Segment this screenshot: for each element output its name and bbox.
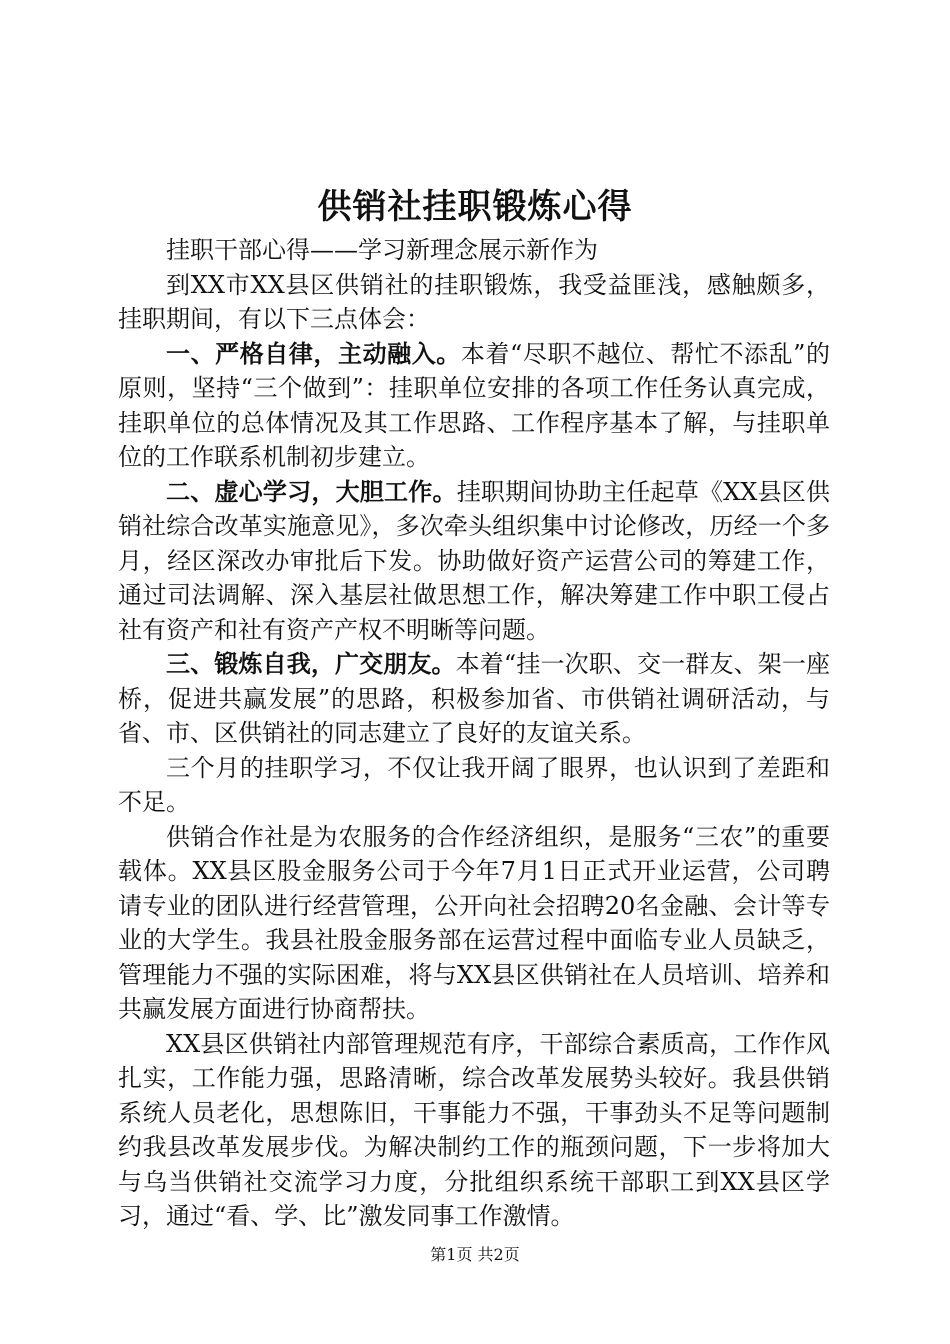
paragraph-cooperative (118, 820, 830, 1027)
paragraph-summary (118, 751, 830, 820)
paragraph-text: 到XX市XX县区供销社的挂职锻炼，我受益匪浅，感触颇多，挂职期间，有以下三点体会： (118, 270, 830, 333)
paragraph-intro (118, 268, 830, 337)
paragraph-text: 挂职干部心得——学习新理念展示新作为 (166, 236, 598, 264)
paragraph-heading: 二、虚心学习，大胆工作。 (166, 476, 457, 506)
document-body (118, 233, 830, 1234)
paragraph-subtitle (118, 233, 830, 268)
paragraph-text: XX县区供销社内部管理规范有序，干部综合素质高，工作作风扎实，工作能力强，思路清晰，综合改革发展势头较好。我县供销系统人员老化，思想陈旧，干事能力不强，干事劲头不足等问题制约我县改革发展步伐。为解决制约工作的瓶颈问题，下一步将加大与乌当供销社交流学习力度，分批组织系统干部职工到XX县区学习，通过“看、学、比”激发同事工作激情。 (118, 1029, 830, 1230)
paragraph-text: 本着“尽职不越位、帮忙不添乱”的原则，坚持“三个做到”：挂职单位安排的各项工作任务认真完成，挂职单位的总体情况及其工作思路、工作程序基本了解，与挂职单位的工作联系机制初步建立。 (118, 339, 830, 471)
paragraph-point-three (118, 647, 830, 751)
paragraph-heading: 一、严格自律，主动融入。 (166, 338, 461, 368)
document-title: 供销社挂职锻炼心得 (317, 187, 633, 227)
paragraph-point-one (118, 337, 830, 475)
paragraph-heading: 三、锻炼自我，广交朋友。 (166, 649, 456, 678)
paragraph-text: 挂职期间协助主任起草《XX县区供销社综合改革实施意见》，多次牵头组织集中讨论修改，历经一个多月，经区深改办审批后下发。协助做好资产运营公司的筹建工作，通过司法调解、深入基层社做思想工作，解决筹建工作中职工侵占社有资产和社有资产产权不明晰等问题。 (118, 477, 831, 644)
page-number-footer: 第1页 共2页 (430, 1245, 520, 1264)
paragraph-point-two (118, 475, 830, 648)
paragraph-text: 本着“挂一次职、交一群友、架一座桥，促进共赢发展”的思路，积极参加省、市供销社调研活动，与省、市、区供销社的同志建立了良好的友谊关系。 (118, 650, 830, 747)
paragraph-text: 三个月的挂职学习，不仅让我开阔了眼界，也认识到了差距和不足。 (118, 753, 830, 816)
paragraph-text: 供销合作社是为农服务的合作经济组织，是服务“三农”的重要载体。XX县区股金服务公司于今年7月1日正式开业运营，公司聘请专业的团队进行经营管理，公开向社会招聘20名金融、会计等专业的大学生。我县社股金服务部在运营过程中面临专业人员缺乏，管理能力不强的实际困难，将与XX县区供销社在人员培训、培养和共赢发展方面进行协商帮扶。 (118, 822, 830, 1023)
paragraph-management (118, 1027, 830, 1234)
